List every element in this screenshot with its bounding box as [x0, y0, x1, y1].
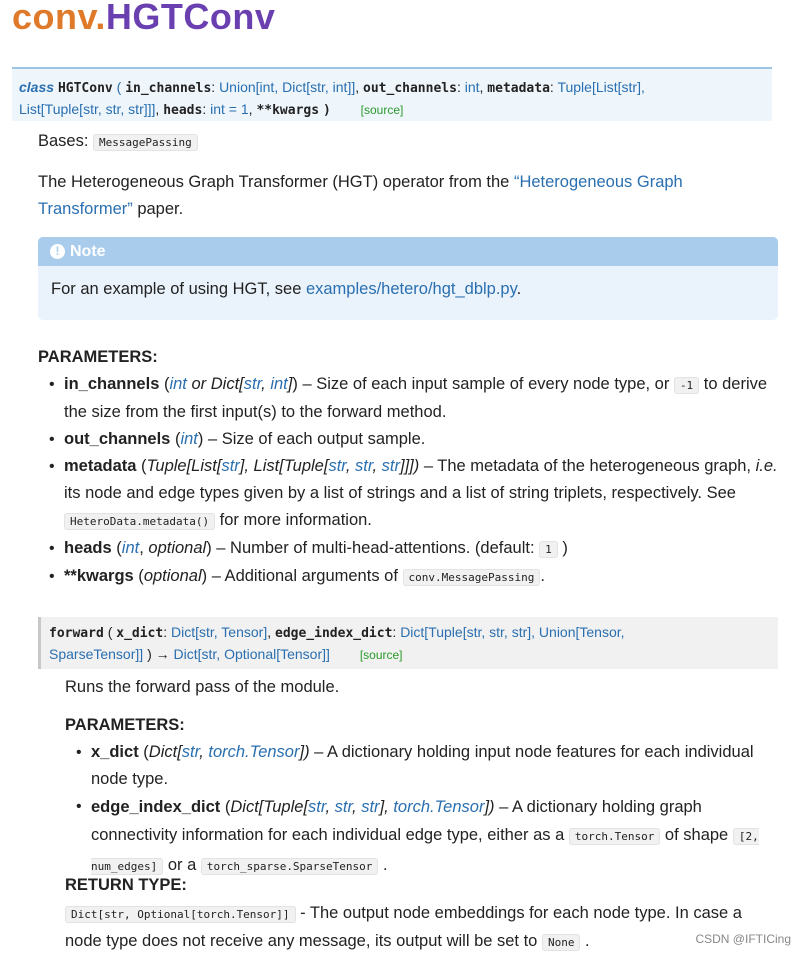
example-link[interactable]: examples/hetero/hgt_dblp.py [305, 280, 517, 298]
forward-signature: forward ( x_dict: Dict[str, Tensor], edge_index_dict: Dict[Tuple[str, str, str], Union[Tensor, SparseTensor]] ) → Dict[str, Optional[Tensor]] [source] [38, 617, 778, 669]
list-item: • **kwargs (optional) – Additional arguments of conv.MessagePassing . [38, 563, 778, 591]
watermark: CSDN @IFTICing [695, 932, 791, 946]
note-body: For an example of using HGT, see examples/hetero/hgt_dblp.py. [51, 280, 522, 298]
description: The Heterogeneous Graph Transformer (HGT) operator from the “Heterogeneous Graph Transformer” paper. [38, 173, 683, 218]
params-list [38, 371, 778, 591]
bases-line: Bases: MessagePassing [38, 128, 198, 156]
list-item: • in_channels (int or Dict[str, int]) – Size of each input sample of every node type, or -1 to derive the size from the first input(s) to the forward method. [38, 371, 778, 426]
list-item: • out_channels (int) – Size of each output sample. [38, 426, 778, 453]
list-item: • x_dict (Dict[str, torch.Tensor]) – A dictionary holding input node features for each individual node type. [65, 739, 778, 793]
forward-source-link[interactable]: [source] [359, 648, 403, 662]
list-item: • heads (int, optional) – Number of multi-head-attentions. (default: 1 ) [38, 535, 778, 563]
class-keyword: class [19, 79, 55, 95]
return-type-heading: RETURN TYPE: [65, 876, 187, 894]
class-name: HGTConv [57, 81, 113, 96]
source-link[interactable]: [source] [360, 103, 404, 117]
param-heads: heads [163, 103, 203, 118]
method-name: forward [49, 626, 104, 641]
paper-link[interactable]: “Heterogeneous Graph Transformer” [38, 173, 683, 218]
page-title: conv.HGTConv [12, 0, 276, 37]
param-metadata: metadata [487, 81, 550, 96]
note-header: ! Note [38, 237, 778, 266]
params-heading: PARAMETERS: [38, 348, 158, 366]
param-in-channels: in_channels [125, 81, 212, 96]
forward-params-list [65, 739, 778, 881]
class-signature: class HGTConv ( in_channels: Union[int, Dict[str, int]], out_channels: int, metadata: Tuple[List[str], List[Tuple[str, str, str]]], heads: int = 1, **kwargs ) [source] [12, 67, 772, 121]
param-kwargs: **kwargs [256, 103, 320, 118]
bases-code[interactable]: MessagePassing [93, 134, 198, 151]
exclamation-icon: ! [50, 244, 65, 259]
forward-description: Runs the forward pass of the module. [65, 678, 340, 696]
note-box [38, 237, 778, 320]
list-item: • metadata (Tuple[List[str], List[Tuple[str, str, str]]]) – The metadata of the heterogeneous graph, i.e. its node and edge types given by a list of strings and a list of string triplets, respectively. See HeteroData.metadata() for more information. [38, 453, 778, 535]
forward-params-heading: PARAMETERS: [65, 716, 185, 734]
param-out-channels: out_channels [363, 81, 457, 96]
return-description: Dict[str, Optional[torch.Tensor]] - The output node embeddings for each node type. In case a node type does not receive any message, its output will be set to None . [65, 904, 742, 950]
list-item: • edge_index_dict (Dict[Tuple[str, str, str], torch.Tensor]) – A dictionary holding graph connectivity information for each individual edge type, either as a torch.Tensor of shape [2, num_edges] or a torch_sparse.SparseTensor . [65, 793, 778, 881]
